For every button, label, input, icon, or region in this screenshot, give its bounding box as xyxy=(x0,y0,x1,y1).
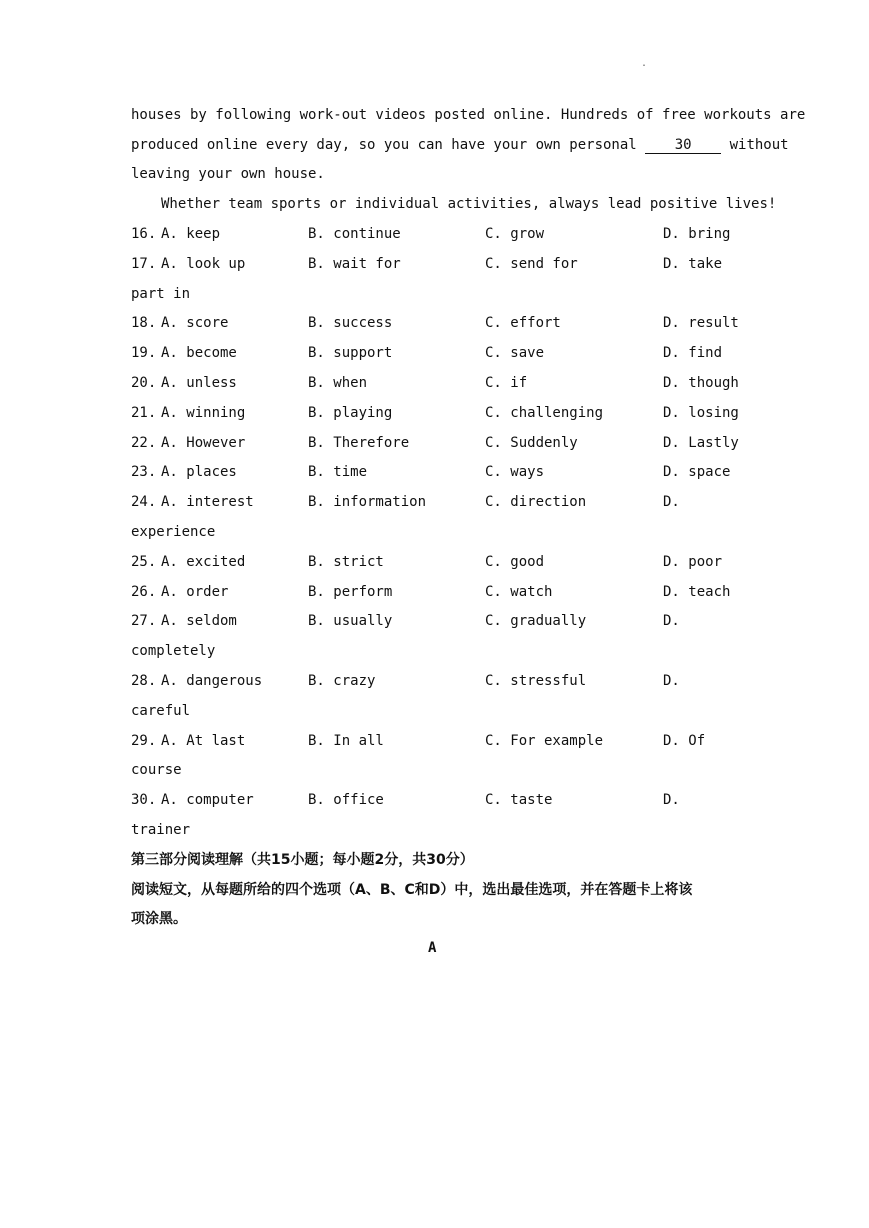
option-d-continued: completely xyxy=(131,643,216,660)
question-number: 20. xyxy=(131,375,157,391)
option-b: B. office xyxy=(308,792,384,809)
option-b: B. information xyxy=(308,494,427,511)
header-mark: . xyxy=(641,58,648,69)
option-d: D. Lastly xyxy=(663,434,739,451)
option-d: D. xyxy=(663,673,680,689)
passage-line: leaving your own house. xyxy=(131,166,325,182)
option-d-continued: part in xyxy=(131,285,191,302)
option-b: B. Therefore xyxy=(308,434,410,451)
option-d: D. though xyxy=(663,375,739,391)
question-number: 16. xyxy=(131,226,157,242)
option-b: B. success xyxy=(308,315,393,332)
option-c: C. good xyxy=(485,553,545,570)
option-a: A. winning xyxy=(161,404,246,421)
question-row xyxy=(131,404,751,424)
option-d: D. Of xyxy=(663,732,706,749)
option-b: B. crazy xyxy=(308,673,376,689)
passage-line-with-blank xyxy=(131,136,789,154)
question-row xyxy=(131,732,751,752)
passage-text: without xyxy=(721,137,789,153)
question-number: 27. xyxy=(131,613,157,630)
option-d-continued: experience xyxy=(131,524,216,540)
option-a: A. excited xyxy=(161,553,246,570)
option-b: B. In all xyxy=(308,732,384,749)
passage-text: produced online every day, so you can have your own personal xyxy=(131,137,646,153)
option-d-continued: trainer xyxy=(131,822,191,838)
section-instruction: 阅读短文，从每题所给的四个选项（A、B、C和D）中，选出最佳选项，并在答题卡上将该 xyxy=(131,882,693,898)
question-number: 26. xyxy=(131,583,157,600)
option-d: D. find xyxy=(663,345,723,362)
question-number: 19. xyxy=(131,345,157,362)
question-row xyxy=(131,553,751,573)
question-number: 18. xyxy=(131,315,157,332)
option-a: A. computer xyxy=(161,792,254,809)
option-b: B. usually xyxy=(308,613,393,630)
question-row xyxy=(131,255,751,275)
option-d: D. result xyxy=(663,315,739,332)
question-row xyxy=(131,463,751,483)
question-number: 28. xyxy=(131,673,157,689)
option-b: B. playing xyxy=(308,404,393,421)
option-d: D. xyxy=(663,613,680,630)
question-row xyxy=(131,612,751,632)
option-a: A. order xyxy=(161,583,229,600)
option-c: C. grow xyxy=(485,226,545,242)
question-number: 23. xyxy=(131,464,157,481)
option-a: A. At last xyxy=(161,732,246,749)
question-row xyxy=(131,583,751,603)
question-number: 25. xyxy=(131,553,157,570)
passage-line: Whether team sports or individual activities, always lead positive lives! xyxy=(161,196,777,212)
option-d: D. xyxy=(663,792,680,809)
option-b: B. when xyxy=(308,375,368,391)
option-c: C. effort xyxy=(485,315,561,332)
option-d: D. xyxy=(663,494,680,511)
option-d-continued: careful xyxy=(131,702,191,719)
option-b: B. strict xyxy=(308,553,384,570)
option-b: B. support xyxy=(308,345,393,362)
passage-label: A xyxy=(428,940,437,956)
question-row xyxy=(131,374,751,394)
option-d: D. poor xyxy=(663,553,723,570)
question-row xyxy=(131,434,751,454)
question-row xyxy=(131,344,751,364)
option-b: B. time xyxy=(308,464,368,481)
option-c: C. stressful xyxy=(485,673,587,689)
option-b: B. perform xyxy=(308,583,393,600)
option-d: D. bring xyxy=(663,226,731,242)
question-number: 22. xyxy=(131,434,157,451)
option-d-continued: course xyxy=(131,762,182,779)
question-row xyxy=(131,225,751,245)
option-c: C. taste xyxy=(485,792,553,809)
option-a: A. However xyxy=(161,434,246,451)
option-a: A. unless xyxy=(161,375,237,391)
option-d: D. take xyxy=(663,255,723,272)
option-d: D. losing xyxy=(663,404,739,421)
question-number: 30. xyxy=(131,792,157,809)
option-b: B. wait for xyxy=(308,255,401,272)
option-a: A. interest xyxy=(161,494,254,511)
option-a: A. dangerous xyxy=(161,673,263,689)
question-row xyxy=(131,791,751,811)
option-a: A. keep xyxy=(161,226,221,242)
question-row xyxy=(131,672,751,692)
question-number: 29. xyxy=(131,732,157,749)
option-a: A. become xyxy=(161,345,237,362)
question-number: 17. xyxy=(131,255,157,272)
blank-30: 30 xyxy=(645,138,721,154)
option-d: D. teach xyxy=(663,583,731,600)
option-c: C. Suddenly xyxy=(485,434,578,451)
option-c: C. For example xyxy=(485,732,604,749)
option-c: C. challenging xyxy=(485,404,604,421)
option-c: C. ways xyxy=(485,464,545,481)
option-c: C. direction xyxy=(485,494,587,511)
question-number: 21. xyxy=(131,404,157,421)
option-c: C. save xyxy=(485,345,545,362)
option-a: A. score xyxy=(161,315,229,332)
question-row xyxy=(131,314,751,334)
option-c: C. gradually xyxy=(485,613,587,630)
option-c: C. send for xyxy=(485,255,578,272)
option-a: A. seldom xyxy=(161,613,237,630)
question-number: 24. xyxy=(131,494,157,511)
question-row xyxy=(131,493,751,513)
option-b: B. continue xyxy=(308,226,401,242)
option-c: C. if xyxy=(485,375,528,391)
option-a: A. look up xyxy=(161,255,246,272)
option-d: D. space xyxy=(663,464,731,481)
section-instruction: 项涂黑。 xyxy=(131,911,187,927)
option-c: C. watch xyxy=(485,583,553,600)
section-title: 第三部分阅读理解（共15小题；每小题2分，共30分） xyxy=(131,852,474,868)
passage-line: houses by following work-out videos posted online. Hundreds of free workouts are xyxy=(131,107,806,123)
option-a: A. places xyxy=(161,464,237,481)
